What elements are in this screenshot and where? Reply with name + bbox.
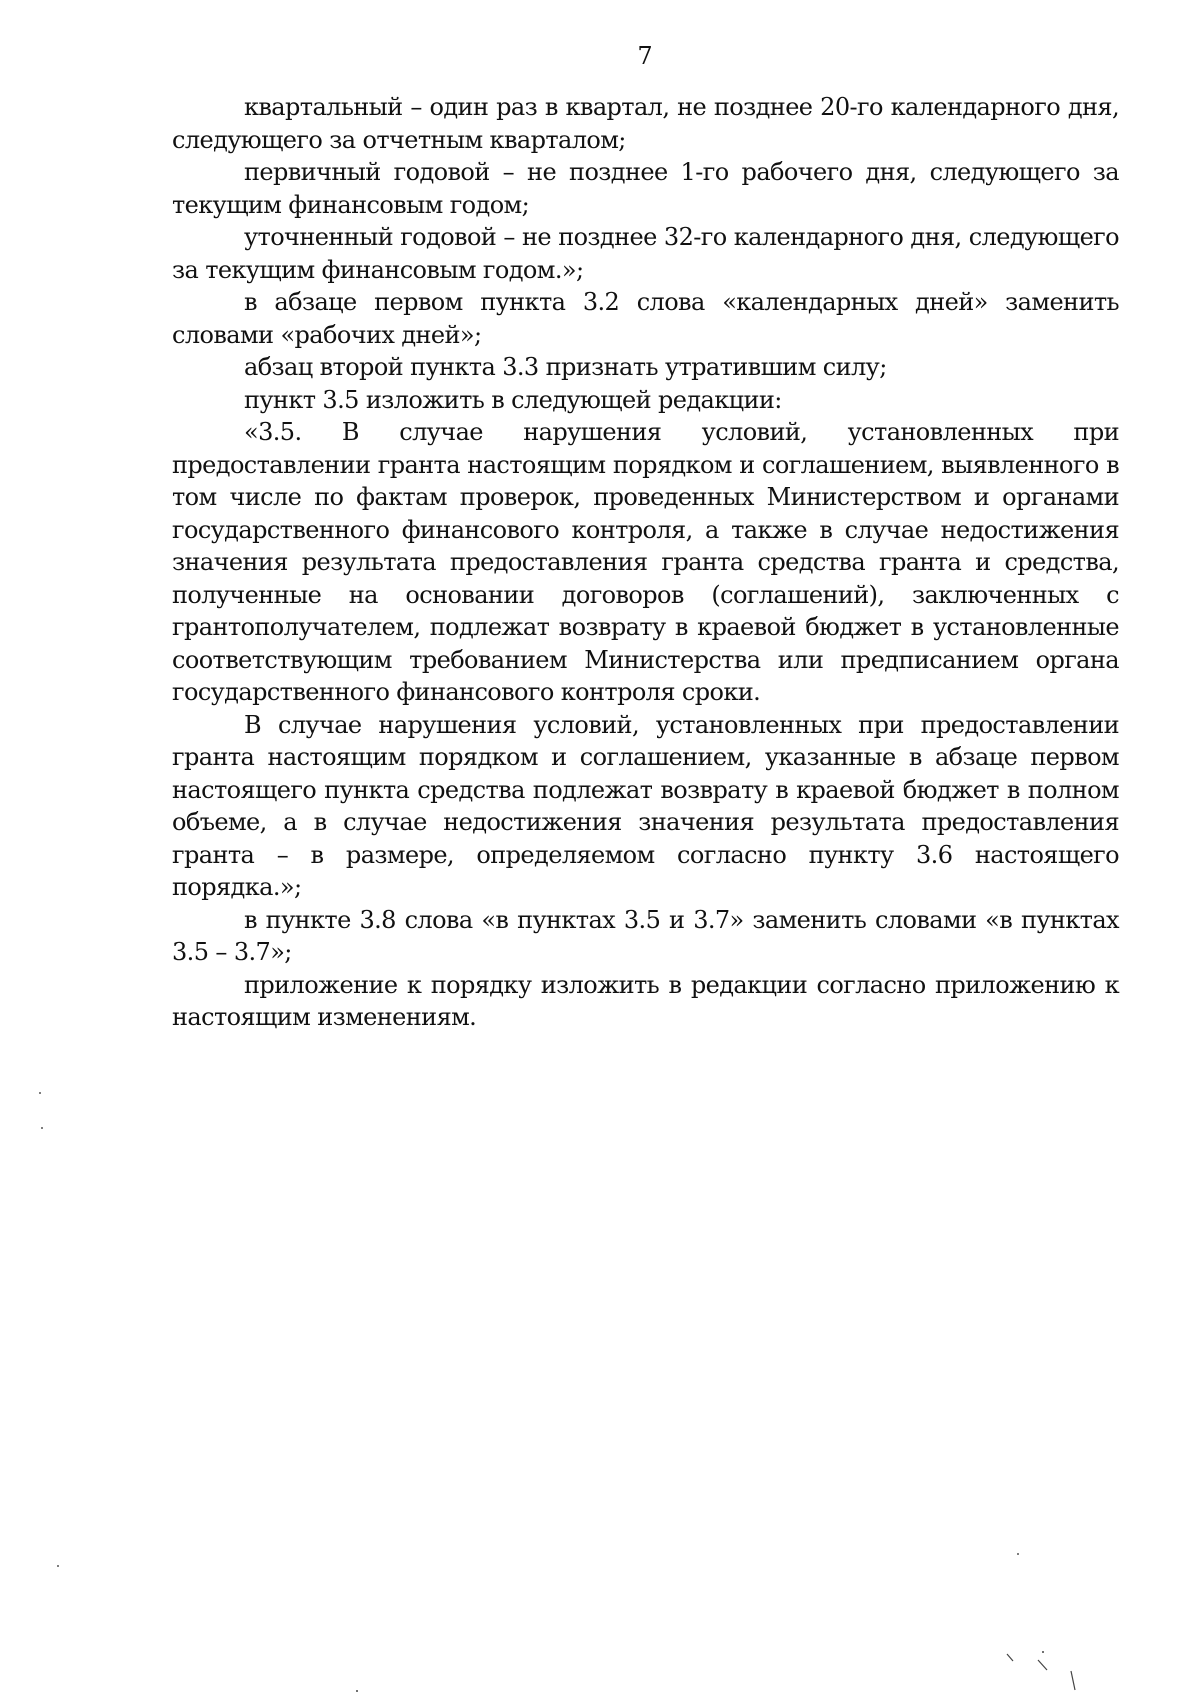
paragraph-item-3-3: абзац второй пункта 3.3 признать утратившим силу; [244,353,887,381]
paragraph-quarterly: квартальный – один раз в квартал, не позднее 20-го календарного дня, следующего за отчетным кварталом; [172,93,1119,154]
page-number: 7 [637,42,653,70]
paragraph-item-3-5-second: В случае нарушения условий, установленных при предоставлении гранта настоящим порядком и соглашением, указанные в абзаце первом настоящего пункта средства подлежат возврату в краевой бюджет в полном объеме, а в случае недостижения значения результата предоставления гранта – в размере, определяемом согласно пункту 3.6 настоящего порядка.»; [172,710,1119,901]
paragraph-appendix: приложение к порядку изложить в редакции согласно приложению к настоящим изменениям. [172,970,1119,1031]
document-body [172,91,1119,1034]
paragraph-revised-annual: уточненный годовой – не позднее 32-го календарного дня, следующего за текущим финансовым годом.»; [172,223,1119,284]
paragraph-item-3-5-text: «3.5. В случае нарушения условий, установленных при предоставлении гранта настоящим порядком и соглашением, выявленного в том числе по фактам проверок, проведенных Министерством и органами государственного финансового контроля, а также в случае недостижения значения результата предоставления гранта средства гранта и средства, полученные на основании договоров (соглашений), заключенных с грантополучателем, подлежат возврату в краевой бюджет в установленные соответствующим требованием Министерства или предписанием органа государственного финансового контроля сроки. [172,418,1119,706]
paragraph-item-3-5-intro: пункт 3.5 изложить в следующей редакции: [244,385,782,414]
paragraph-primary-annual: первичный годовой – не позднее 1-го рабочего дня, следующего за текущим финансовым годом; [172,158,1119,219]
paragraph-item-3-8: в пункте 3.8 слова «в пунктах 3.5 и 3.7» заменить словами «в пунктах 3.5 – 3.7»; [172,905,1119,966]
paragraph-item-3-2: в абзаце первом пункта 3.2 слова «календарных дней» заменить словами «рабочих дней»; [172,288,1119,349]
